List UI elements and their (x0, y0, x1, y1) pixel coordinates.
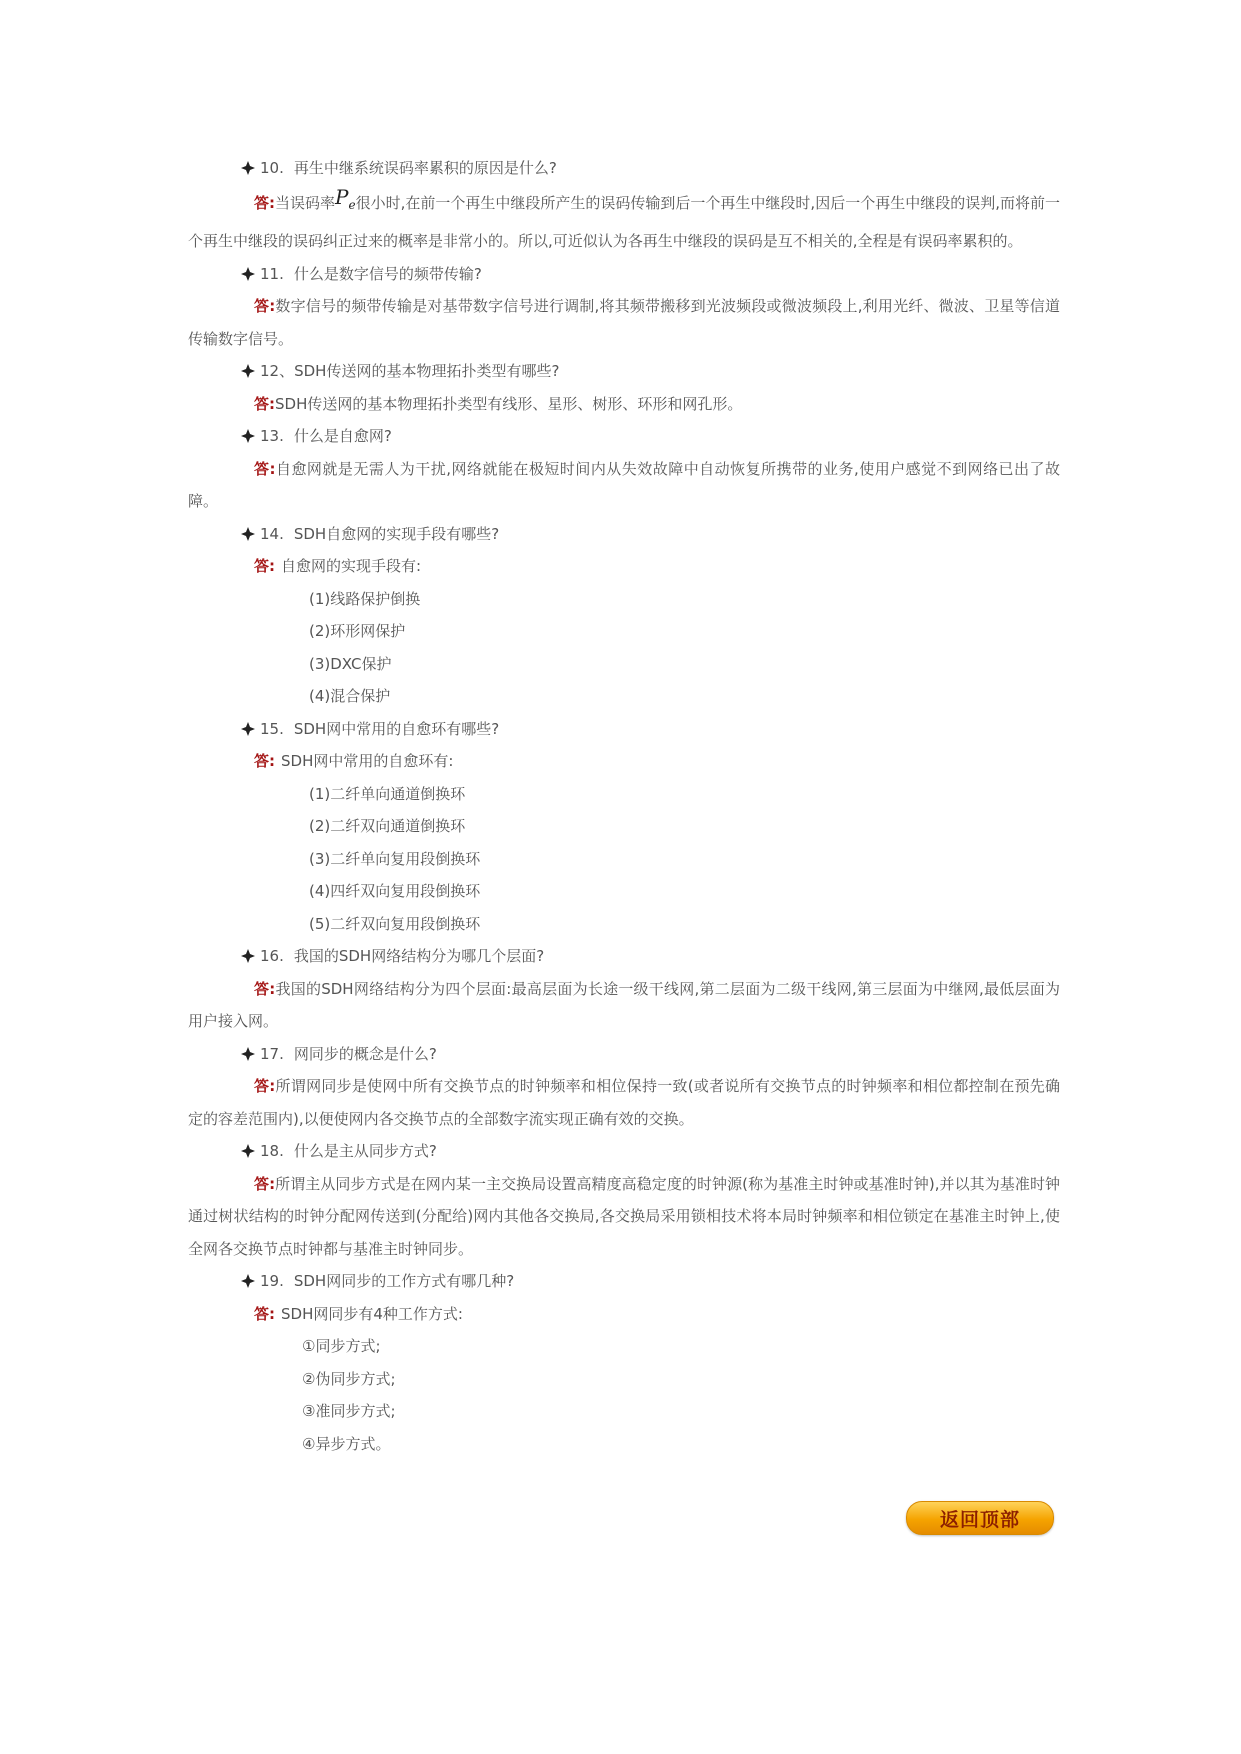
list-item: ③准同步方式; (302, 1402, 396, 1420)
list-item: ②伪同步方式; (302, 1369, 396, 1388)
diamond-bullet-icon (241, 161, 255, 175)
diamond-bullet-icon (241, 1144, 255, 1158)
answer-10: 答:当误码率$P_e$很小时,在前一个再生中继段所产生的误码传输到后一个再生中继段时,因后一个再生中继段的误判,而将前一个再生中继段的误码纠正过来的概率是非常小的。所以,可近似认为各再生中继段的误码是互不相关的,全程是有误码率累积的。 (188, 184, 1061, 250)
answer-label: 答: (254, 459, 276, 478)
answer-label: 答: (254, 979, 276, 998)
diamond-bullet-icon (241, 364, 255, 378)
diamond-bullet-icon (241, 1274, 255, 1288)
question-12: 12、 SDH传送网的基本物理拓扑类型有哪些? (188, 355, 1060, 388)
answer-11: 答:数字信号的频带传输是对基带数字信号进行调制,将其频带搬移到光波频段或微波频段上,利用光纤、微波、卫星等信道传输数字信号。 (188, 297, 1061, 348)
answer-label: 答: (254, 1304, 275, 1323)
answer-19: 答: SDH网同步有4种工作方式: (254, 1304, 463, 1323)
answer-16: 答:我国的SDH网络结构分为四个层面:最高层面为长途一级干线网,第二层面为二级干线网,第三层面为中继网,最低层面为用户接入网。 (188, 979, 1060, 1030)
back-to-top-button[interactable]: 返回顶部 (906, 1501, 1054, 1535)
answer-label: 答: (254, 1174, 276, 1193)
answer-label: 答: (254, 1077, 276, 1095)
answer-label: 答: (254, 297, 276, 315)
question-13: 13. 什么是自愈网? (188, 420, 1060, 453)
answer-12: 答:SDH传送网的基本物理拓扑类型有线形、星形、树形、环形和网孔形。 (254, 394, 743, 413)
error-rate-symbol: $P_e$ (335, 184, 356, 212)
diamond-bullet-icon (241, 1047, 255, 1061)
list-item: (1)二纤单向通道倒换环 (309, 784, 466, 803)
diamond-bullet-icon (241, 527, 255, 541)
answer-label: 答: (254, 394, 275, 413)
answer-label: 答: (254, 193, 276, 212)
faq-content (188, 152, 1060, 1460)
answer-18: 答:所谓主从同步方式是在网内某一主交换局设置高精度高稳定度的时钟源(称为基准主时钟或基准时钟),并以其为基准时钟通过树状结构的时钟分配网传送到(分配给)网内其他各交换局,各交换局采用锁相技术将本局时钟频率和相位锁定在基准主时钟上,使全网各交换节点时钟都与基准主时钟同步。 (188, 1174, 1061, 1258)
list-item: (1)线路保护倒换 (309, 589, 421, 608)
question-14: 14. SDH自愈网的实现手段有哪些? (188, 518, 1060, 551)
question-15: 15. SDH网中常用的自愈环有哪些? (188, 713, 1060, 746)
list-item: (2)环形网保护 (309, 622, 406, 640)
diamond-bullet-icon (241, 722, 255, 736)
list-item: (3)二纤单向复用段倒换环 (309, 849, 481, 868)
diamond-bullet-icon (241, 949, 255, 963)
question-11: 11. 什么是数字信号的频带传输? (188, 258, 1060, 291)
list-item: (2)二纤双向通道倒换环 (309, 817, 466, 835)
answer-15: 答: SDH网中常用的自愈环有: (254, 752, 454, 770)
list-item: (4)四纤双向复用段倒换环 (309, 882, 481, 900)
list-item: (5)二纤双向复用段倒换环 (309, 914, 481, 933)
answer-14: 答: 自愈网的实现手段有: (254, 557, 422, 575)
answer-13: 答:自愈网就是无需人为干扰,网络就能在极短时间内从失效故障中自动恢复所携带的业务,使用户感觉不到网络已出了故障。 (188, 459, 1060, 510)
list-item: ①同步方式; (302, 1337, 381, 1355)
diamond-bullet-icon (241, 429, 255, 443)
question-18: 18. 什么是主从同步方式? (188, 1135, 1060, 1168)
question-17: 17. 网同步的概念是什么? (188, 1038, 1060, 1071)
question-10: 10. 再生中继系统误码率累积的原因是什么? (188, 152, 1060, 185)
answer-label: 答: (254, 752, 275, 770)
list-item: ④异步方式。 (302, 1434, 391, 1453)
list-item: (3)DXC保护 (309, 654, 392, 673)
question-19: 19. SDH网同步的工作方式有哪几种? (188, 1265, 1060, 1298)
diamond-bullet-icon (241, 267, 255, 281)
list-item: (4)混合保护 (309, 687, 391, 705)
answer-label: 答: (254, 557, 275, 575)
answer-17: 答:所谓网同步是使网中所有交换节点的时钟频率和相位保持一致(或者说所有交换节点的时钟频率和相位都控制在预先确定的容差范围内),以便使网内各交换节点的全部数字流实现正确有效的交换。 (188, 1077, 1060, 1128)
question-16: 16. 我国的SDH网络结构分为哪几个层面? (188, 940, 1060, 973)
